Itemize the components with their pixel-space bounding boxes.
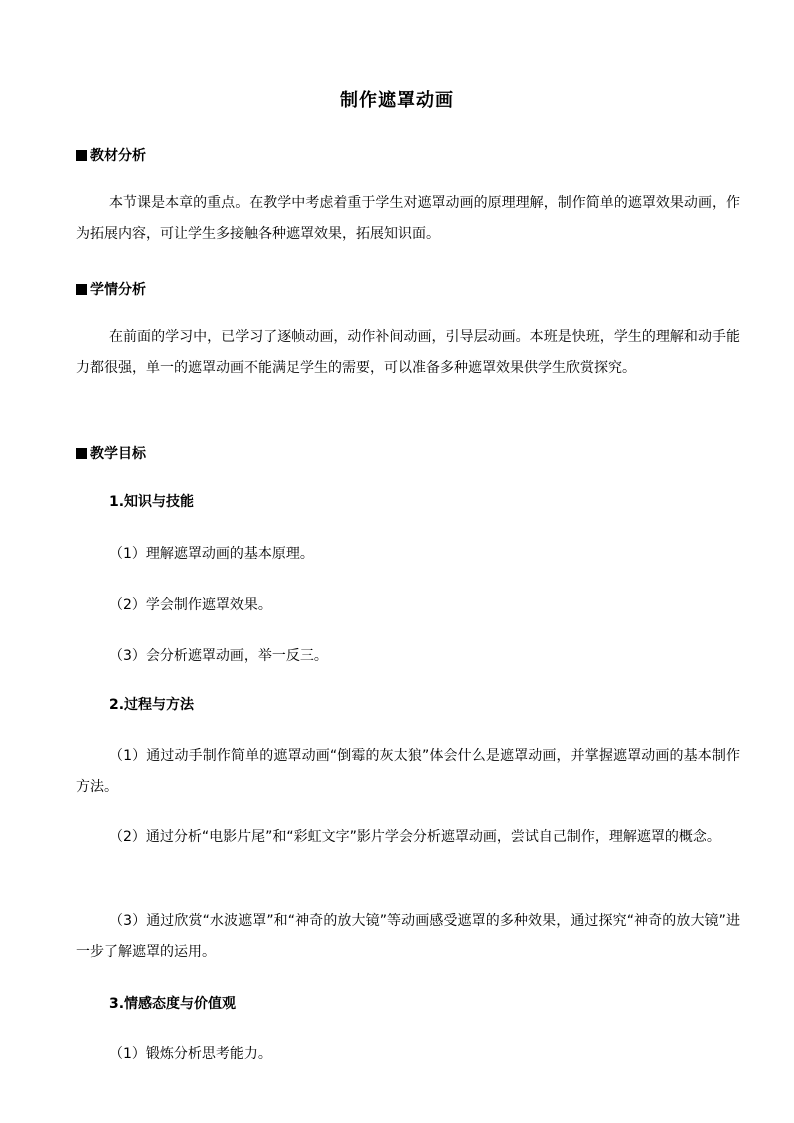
section-heading-label: 教材分析 [90, 148, 146, 164]
list-item: （3）通过欣赏“水波遮罩”和“神奇的放大镜”等动画感受遮罩的多种效果，通过探究“神奇的放大镜”进一步了解遮罩的运用。 [76, 913, 740, 960]
list-item: （2）学会制作遮罩效果。 [109, 597, 272, 613]
subsection-title-knowledge-skills: 1.知识与技能 [109, 494, 195, 510]
subsection-title-emotion-values: 3.情感态度与价值观 [109, 996, 237, 1012]
list-item: （1）通过动手制作简单的遮罩动画“倒霉的灰太狼”体会什么是遮罩动画，并掌握遮罩动画的基本制作方法。 [76, 748, 740, 795]
list-item: （2）通过分析“电影片尾”和“彩虹文字”影片学会分析遮罩动画，尝试自己制作，理解遮罩的概念。 [109, 829, 721, 845]
section-heading-label: 教学目标 [90, 446, 146, 462]
section-heading-label: 学情分析 [90, 282, 146, 298]
list-item: （3）会分析遮罩动画，举一反三。 [109, 648, 328, 664]
square-bullet-icon [76, 284, 87, 295]
list-item: （1）锻炼分析思考能力。 [109, 1046, 272, 1062]
section-paragraph-student-analysis: 在前面的学习中，已学习了逐帧动画，动作补间动画，引导层动画。本班是快班，学生的理解和动手能力都很强，单一的遮罩动画不能满足学生的需要，可以准备多种遮罩效果供学生欣赏探究。 [76, 329, 740, 376]
square-bullet-icon [76, 150, 87, 161]
section-heading-teaching-goals [76, 444, 146, 464]
list-item: （1）理解遮罩动画的基本原理。 [109, 546, 314, 562]
section-heading-student-analysis [76, 280, 146, 300]
section-heading-textbook-analysis [76, 146, 146, 166]
subsection-title-process-methods: 2.过程与方法 [109, 697, 195, 713]
section-paragraph-textbook-analysis: 本节课是本章的重点。在教学中考虑着重于学生对遮罩动画的原理理解，制作简单的遮罩效果动画，作为拓展内容，可让学生多接触各种遮罩效果，拓展知识面。 [76, 195, 740, 242]
square-bullet-icon [76, 448, 87, 459]
document-title: 制作遮罩动画 [340, 90, 454, 111]
